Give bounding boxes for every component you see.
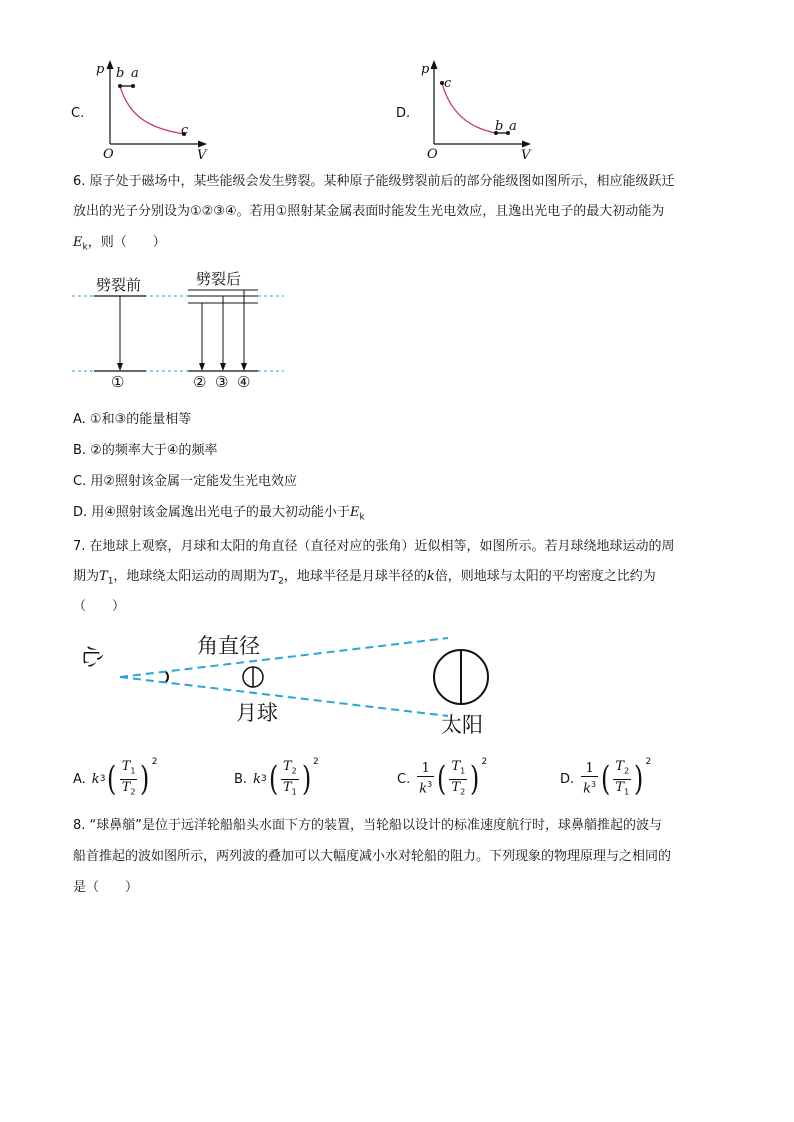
numerator-one: 1 [581,761,598,777]
q7-text: 倍，则地球与太阳的平均密度之比约为 [434,569,656,584]
angular-diameter-label: 角直径 [197,634,260,658]
k-symbol: k [419,781,428,797]
transition-arrowhead-1 [117,363,123,371]
photon-3-label: ③ [215,373,229,391]
cube-exponent: 3 [260,774,267,784]
ratio-fraction [613,759,631,799]
t-symbol: T [615,779,625,795]
point-c-label: c [181,123,189,138]
q7-line-3: （ ） [73,599,126,614]
t1-subscript: 1 [107,576,114,587]
q6-option-d-text: D. 用④照射该金属逸出光电子的最大初动能小于 [73,505,350,520]
k-symbol: k [426,569,435,584]
left-paren: ( [437,759,447,799]
t-symbol: T [451,779,461,795]
q7-option-b[interactable] [234,755,319,803]
q7-text: ，地球绕太阳运动的周期为 [113,569,270,584]
photon-1-label: ① [111,373,125,391]
ratio-fraction [120,759,138,799]
t-symbol: T [99,569,108,584]
square-exponent: 2 [481,757,488,767]
option-label: C. [397,771,411,787]
option-label: B. [234,771,248,787]
t-symbol: T [615,758,625,774]
moon-label: 月球 [236,701,278,725]
q6-option-a[interactable]: A. ①和③的能量相等 [73,412,192,427]
numerator-one: 1 [417,761,434,777]
v-axis-arrow [522,141,531,148]
q7-line-2 [73,569,656,590]
one-over-k-cubed [581,761,598,796]
origin-label: O [427,147,438,162]
square-exponent: 2 [312,757,319,767]
t-sub: 1 [130,766,136,776]
point-a [131,84,135,88]
origin-label: O [103,147,114,162]
t-sub: 1 [460,766,466,776]
point-c-label: c [444,76,452,91]
axis-v-label: V [197,148,207,163]
t-sub: 1 [624,787,630,797]
q6-line-1: 6. 原子处于磁场中，某些能级会发生劈裂。某种原子能级劈裂前后的部分能级图如图所示，相应能级跃迁 [73,174,675,189]
t2-subscript: 2 [278,576,284,587]
isotherm-curve [120,86,184,134]
t-sub: 1 [291,787,297,797]
photon-4-label: ④ [237,373,251,391]
point-b [118,84,122,88]
axis-p-label: p [96,62,105,77]
t-symbol: T [282,779,292,795]
left-paren: ( [107,759,117,799]
transition-arrowhead-3 [220,363,226,371]
q7-text: ，地球半径是月球半径的 [283,569,427,584]
p-axis-arrow [431,60,438,69]
sun-label: 太阳 [441,713,483,737]
after-split-label: 劈裂后 [196,270,242,288]
eye-icon: 心 [78,645,104,668]
point-b-label: b [495,119,504,134]
k-symbol: k [91,771,100,787]
angle-arc [166,672,168,682]
ek-subscript: k [82,242,88,253]
option-label: A. [73,771,86,787]
photon-2-label: ② [193,373,207,391]
t-symbol: T [269,569,279,584]
upper-sight-line [120,638,448,677]
option-label: D. [560,771,575,787]
t-sub: 2 [624,766,630,776]
point-b-label: b [116,66,125,81]
q8-line-2: 船首推起的波如图所示，两列波的叠加可以大幅度减小水对轮船的阻力。下列现象的物理原理与之相同的 [73,849,672,864]
q8-line-3: 是（ ） [73,880,139,895]
square-exponent: 2 [151,757,158,767]
angular-diameter-figure [80,630,500,740]
t-symbol: T [121,758,131,774]
cube-exponent: 3 [427,780,433,790]
ratio-fraction [449,759,467,799]
transition-arrowhead-4 [241,363,247,371]
q8-line-1: 8. “球鼻艏”是位于远洋轮船船头水面下方的装置，当轮船以设计的标准速度航行时，球鼻艏推起的波与 [73,818,663,833]
q7-option-a[interactable] [73,755,157,803]
right-paren: ) [140,759,150,799]
k-symbol: k [253,771,261,787]
transition-arrowhead-2 [199,363,205,371]
axis-p-label: p [421,62,430,77]
right-paren: ) [301,759,311,799]
option-d-label: D. [396,106,411,121]
ek-symbol: E [73,235,83,250]
ratio-fraction [281,759,299,799]
ek-subscript: k [359,512,365,523]
cube-exponent: 3 [591,780,597,790]
one-over-k-cubed [417,761,434,796]
v-axis-arrow [198,141,207,148]
q6-option-d[interactable] [73,505,365,526]
t-sub: 2 [130,787,136,797]
q7-option-c[interactable] [397,755,487,803]
before-split-label: 劈裂前 [96,276,142,294]
q7-line-1: 7. 在地球上观察，月球和太阳的角直径（直径对应的张角）近似相等，如图所示。若月球绕地球运动的周 [73,539,675,554]
right-paren: ) [470,759,480,799]
left-paren: ( [268,759,278,799]
square-exponent: 2 [645,757,652,767]
t-sub: 2 [291,766,297,776]
q6-line-3 [73,235,166,256]
option-c-label: C. [71,106,85,121]
q7-option-d[interactable] [560,755,651,803]
t-sub: 2 [460,787,466,797]
ek-symbol: E [349,505,360,520]
left-paren: ( [601,759,611,799]
k-symbol: k [583,781,592,797]
lower-sight-line [120,677,448,716]
t-symbol: T [282,758,292,774]
q6-line-2: 放出的光子分别设为①②③④。若用①照射某金属表面时能发生光电效应，且逸出光电子的最大初动能为 [73,204,665,219]
q6-option-b[interactable]: B. ②的频率大于④的频率 [73,443,218,458]
point-a-label: a [509,119,517,134]
q6-answer-blank: ，则（ ） [87,235,166,250]
p-axis-arrow [107,60,114,69]
axis-v-label: V [521,148,531,163]
q7-text: 期为 [73,569,100,584]
t-symbol: T [451,758,461,774]
point-a-label: a [131,66,139,81]
right-paren: ) [634,759,644,799]
cube-exponent: 3 [99,774,106,784]
q6-option-c[interactable]: C. 用②照射该金属一定能发生光电效应 [73,474,297,489]
t-symbol: T [121,779,131,795]
